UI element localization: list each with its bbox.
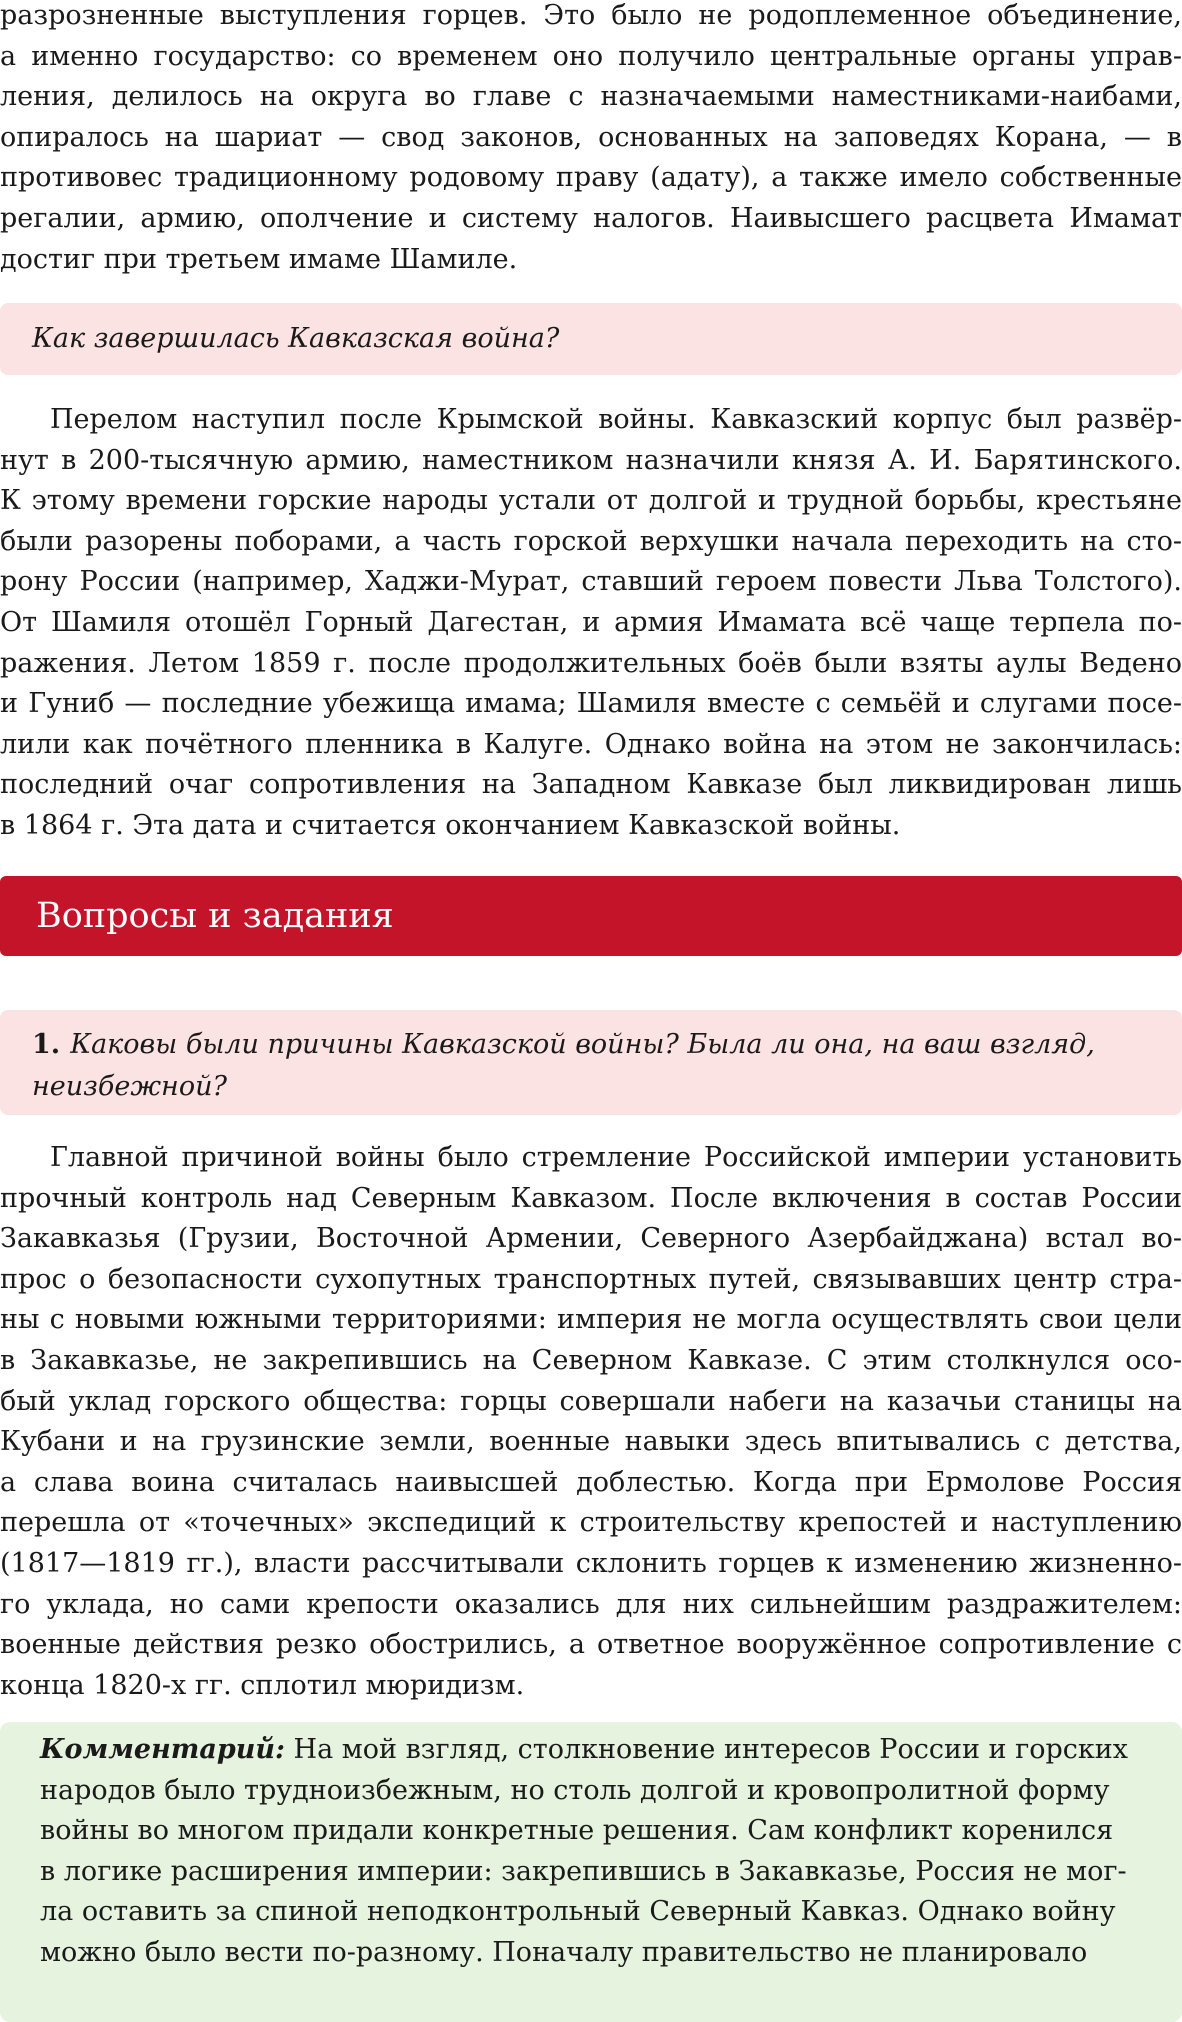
comment-line: можно было вести по-разному. Поначалу правительство не планировало (40, 1936, 1088, 1968)
paragraph-war-causes (0, 1138, 1182, 1706)
text-line: конца 1820-х гг. сплотил мюридизм. (0, 1669, 525, 1701)
section-title: Вопросы и задания (36, 896, 394, 936)
text-line: а именно государство: со временем оно получило центральные органы управ- (0, 40, 1182, 72)
text-line: опиралось на шариат — свод законов, основанных на заповедях Корана, — в (0, 121, 1182, 153)
task-line: Каковы были причины Кавказской войны? Была ли она, на ваш взгляд, (70, 1029, 1095, 1060)
section-header (0, 876, 1182, 956)
comment-text (40, 1730, 1146, 1974)
task-text (32, 1024, 1095, 1108)
text-line: лили как почётного пленника в Калуге. Однако война на этом не закончилась: (0, 728, 1182, 760)
text-line: разрозненные выступления горцев. Это было не родоплеменное объединение, (0, 0, 1182, 31)
text-line: Перелом наступил после Крымской войны. Кавказский корпус был развёр- (50, 404, 1182, 435)
text-line: военные действия резко обострились, а ответное вооружённое сопротивление с (0, 1629, 1182, 1661)
text-line: и Гуниб — последние убежища имама; Шамиля вместе с семьёй и слугами посе- (0, 688, 1182, 720)
text-line: а слава воина считалась наивысшей доблестью. Когда при Ермолове Россия (0, 1466, 1182, 1498)
text-line: го уклада, но сами крепости оказались для них сильнейшим раздражителем: (0, 1588, 1182, 1620)
task-line: неизбежной? (32, 1071, 227, 1102)
text-line: в 1864 г. Эта дата и считается окончанием Кавказской войны. (0, 809, 901, 841)
text-line: противовес традиционному родовому праву (адату), а также имело собственные (0, 162, 1182, 194)
comment-line: войны во многом придали конкретные решения. Сам конфликт коренился (40, 1815, 1114, 1847)
question-text: Как завершилась Кавказская война? (32, 323, 560, 354)
text-line: последний очаг сопротивления на Западном Кавказе был ликвидирован лишь (0, 769, 1182, 801)
text-line: ления, делилось на округа во главе с назначаемыми наместниками-наибами, (0, 81, 1182, 113)
text-line: Главной причиной войны было стремление Российской империи установить (50, 1142, 1182, 1173)
text-line: ны с новыми южными территориями: империя не могла осуществлять свои цели (0, 1304, 1182, 1336)
text-line: регалии, армию, ополчение и систему налогов. Наивысшего расцвета Имамат (0, 202, 1182, 234)
text-line: прос о безопасности сухопутных транспортных путей, связывавших центр стра- (0, 1263, 1182, 1295)
text-line: ражения. Летом 1859 г. после продолжительных боёв были взяты аулы Ведено (0, 647, 1182, 679)
text-line: Закавказья (Грузии, Восточной Армении, Северного Азербайджана) встал во- (0, 1223, 1182, 1255)
paragraph-war-end (0, 400, 1182, 847)
comment-label: Комментарий: (40, 1734, 285, 1765)
text-line: были разорены поборами, а часть горской верхушки начала переходить на сто- (0, 525, 1182, 557)
text-line: нут в 200-тысячную армию, наместником назначили князя А. И. Барятинского. (0, 444, 1182, 476)
comment-line: ла оставить за спиной неподконтрольный Северный Кавказ. Однако войну (40, 1896, 1116, 1928)
task-number: 1. (32, 1029, 61, 1060)
comment-line-rest: На мой взгляд, столкновение интересов России и горских (284, 1734, 1129, 1765)
text-line: Кубани и на грузинские земли, военные навыки здесь впитывались с детства, (0, 1426, 1182, 1458)
text-line: (1817—1819 гг.), власти рассчитывали склонить горцев к изменению жизненно- (0, 1547, 1182, 1579)
text-line: бый уклад горского общества: горцы совершали набеги на казачьи станицы на (0, 1385, 1182, 1417)
paragraph-imamate (0, 0, 1182, 280)
text-line: прочный контроль над Северным Кавказом. После включения в состав России (0, 1182, 1182, 1214)
comment-first-line (40, 1730, 1146, 1771)
text-line: достиг при третьем имаме Шамиле. (0, 243, 518, 275)
text-line: К этому времени горские народы устали от долгой и трудной борьбы, крестьяне (0, 485, 1182, 517)
comment-line: народов было трудноизбежным, но столь долгой и кровопролитной форму (40, 1774, 1110, 1806)
text-line: От Шамиля отошёл Горный Дагестан, и армия Имамата всё чаще терпела по- (0, 606, 1182, 638)
comment-line: в логике расширения империи: закрепившись в Закавказье, Россия не мог- (40, 1855, 1127, 1887)
text-line: в Закавказье, не закрепившись на Северном Кавказе. С этим столкнулся осо- (0, 1344, 1182, 1376)
text-line: перешла от «точечных» экспедиций к строительству крепостей и наступлению (0, 1507, 1182, 1539)
text-line: рону России (например, Хаджи-Мурат, ставший героем повести Льва Толстого). (0, 566, 1182, 598)
